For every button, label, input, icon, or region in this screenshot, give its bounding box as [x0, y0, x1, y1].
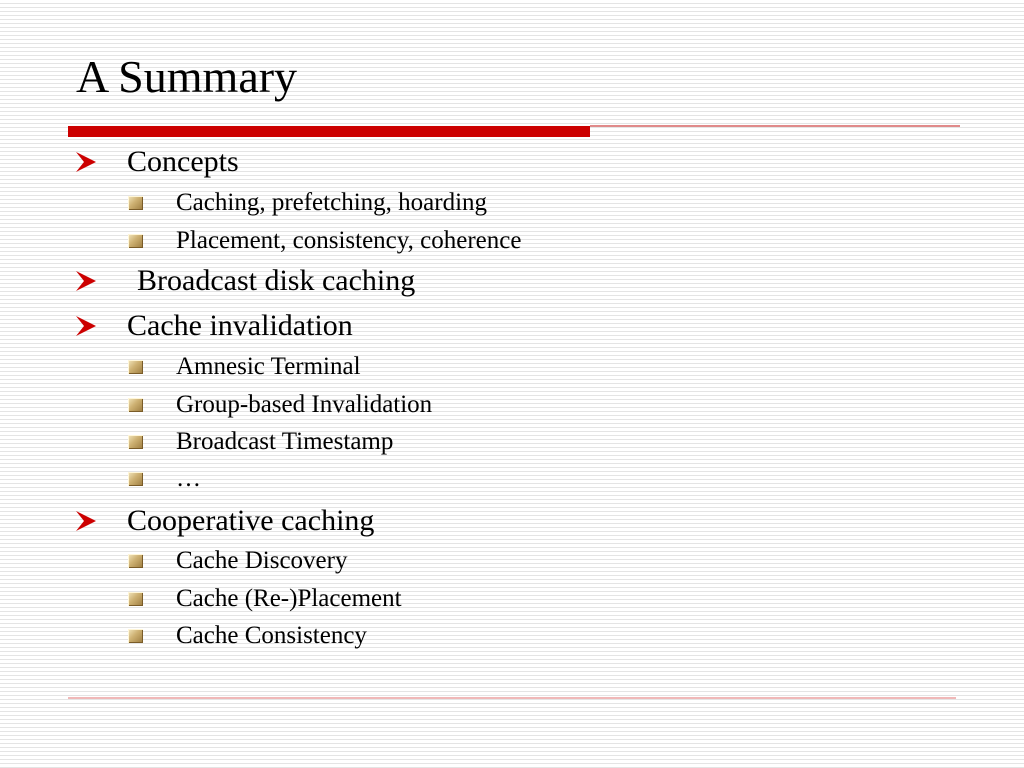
footer-rule [68, 697, 956, 699]
sub-bullet-label: Cache Consistency [176, 622, 367, 649]
slide-title: A Summary [76, 51, 298, 102]
sub-bullet-label: Group-based Invalidation [176, 391, 433, 418]
square-bullet-icon [128, 592, 143, 606]
sub-bullet-label: Broadcast Timestamp [176, 428, 394, 455]
arrow-bullet-icon [76, 316, 98, 336]
square-bullet-icon [128, 554, 143, 568]
square-bullet-icon [128, 472, 143, 486]
square-bullet-icon [128, 360, 143, 374]
sub-bullet-label: Cache Discovery [176, 547, 348, 574]
sub-bullet-label: … [176, 465, 201, 492]
arrow-bullet-icon [76, 152, 98, 172]
bullet-label: Cooperative caching [127, 504, 375, 537]
square-bullet-icon [128, 234, 143, 248]
sub-bullet-label: Placement, consistency, coherence [176, 227, 522, 254]
square-bullet-icon [128, 398, 143, 412]
sub-bullet-label: Cache (Re-)Placement [176, 585, 402, 612]
arrow-bullet-icon [76, 511, 98, 531]
square-bullet-icon [128, 196, 143, 210]
bullet-label: Cache invalidation [127, 309, 353, 342]
arrow-bullet-shape [76, 152, 96, 172]
sub-bullet-label: Amnesic Terminal [176, 353, 361, 380]
arrow-bullet-shape [76, 511, 96, 531]
square-bullet-icon [128, 629, 143, 643]
arrow-bullet-icon [76, 271, 98, 291]
bullet-label: Concepts [127, 145, 239, 178]
arrow-bullet-shape [76, 271, 96, 291]
square-bullet-icon [128, 435, 143, 449]
arrow-bullet-shape [76, 316, 96, 336]
sub-bullet-label: Caching, prefetching, hoarding [176, 189, 488, 216]
bullet-label: Broadcast disk caching [137, 264, 416, 297]
